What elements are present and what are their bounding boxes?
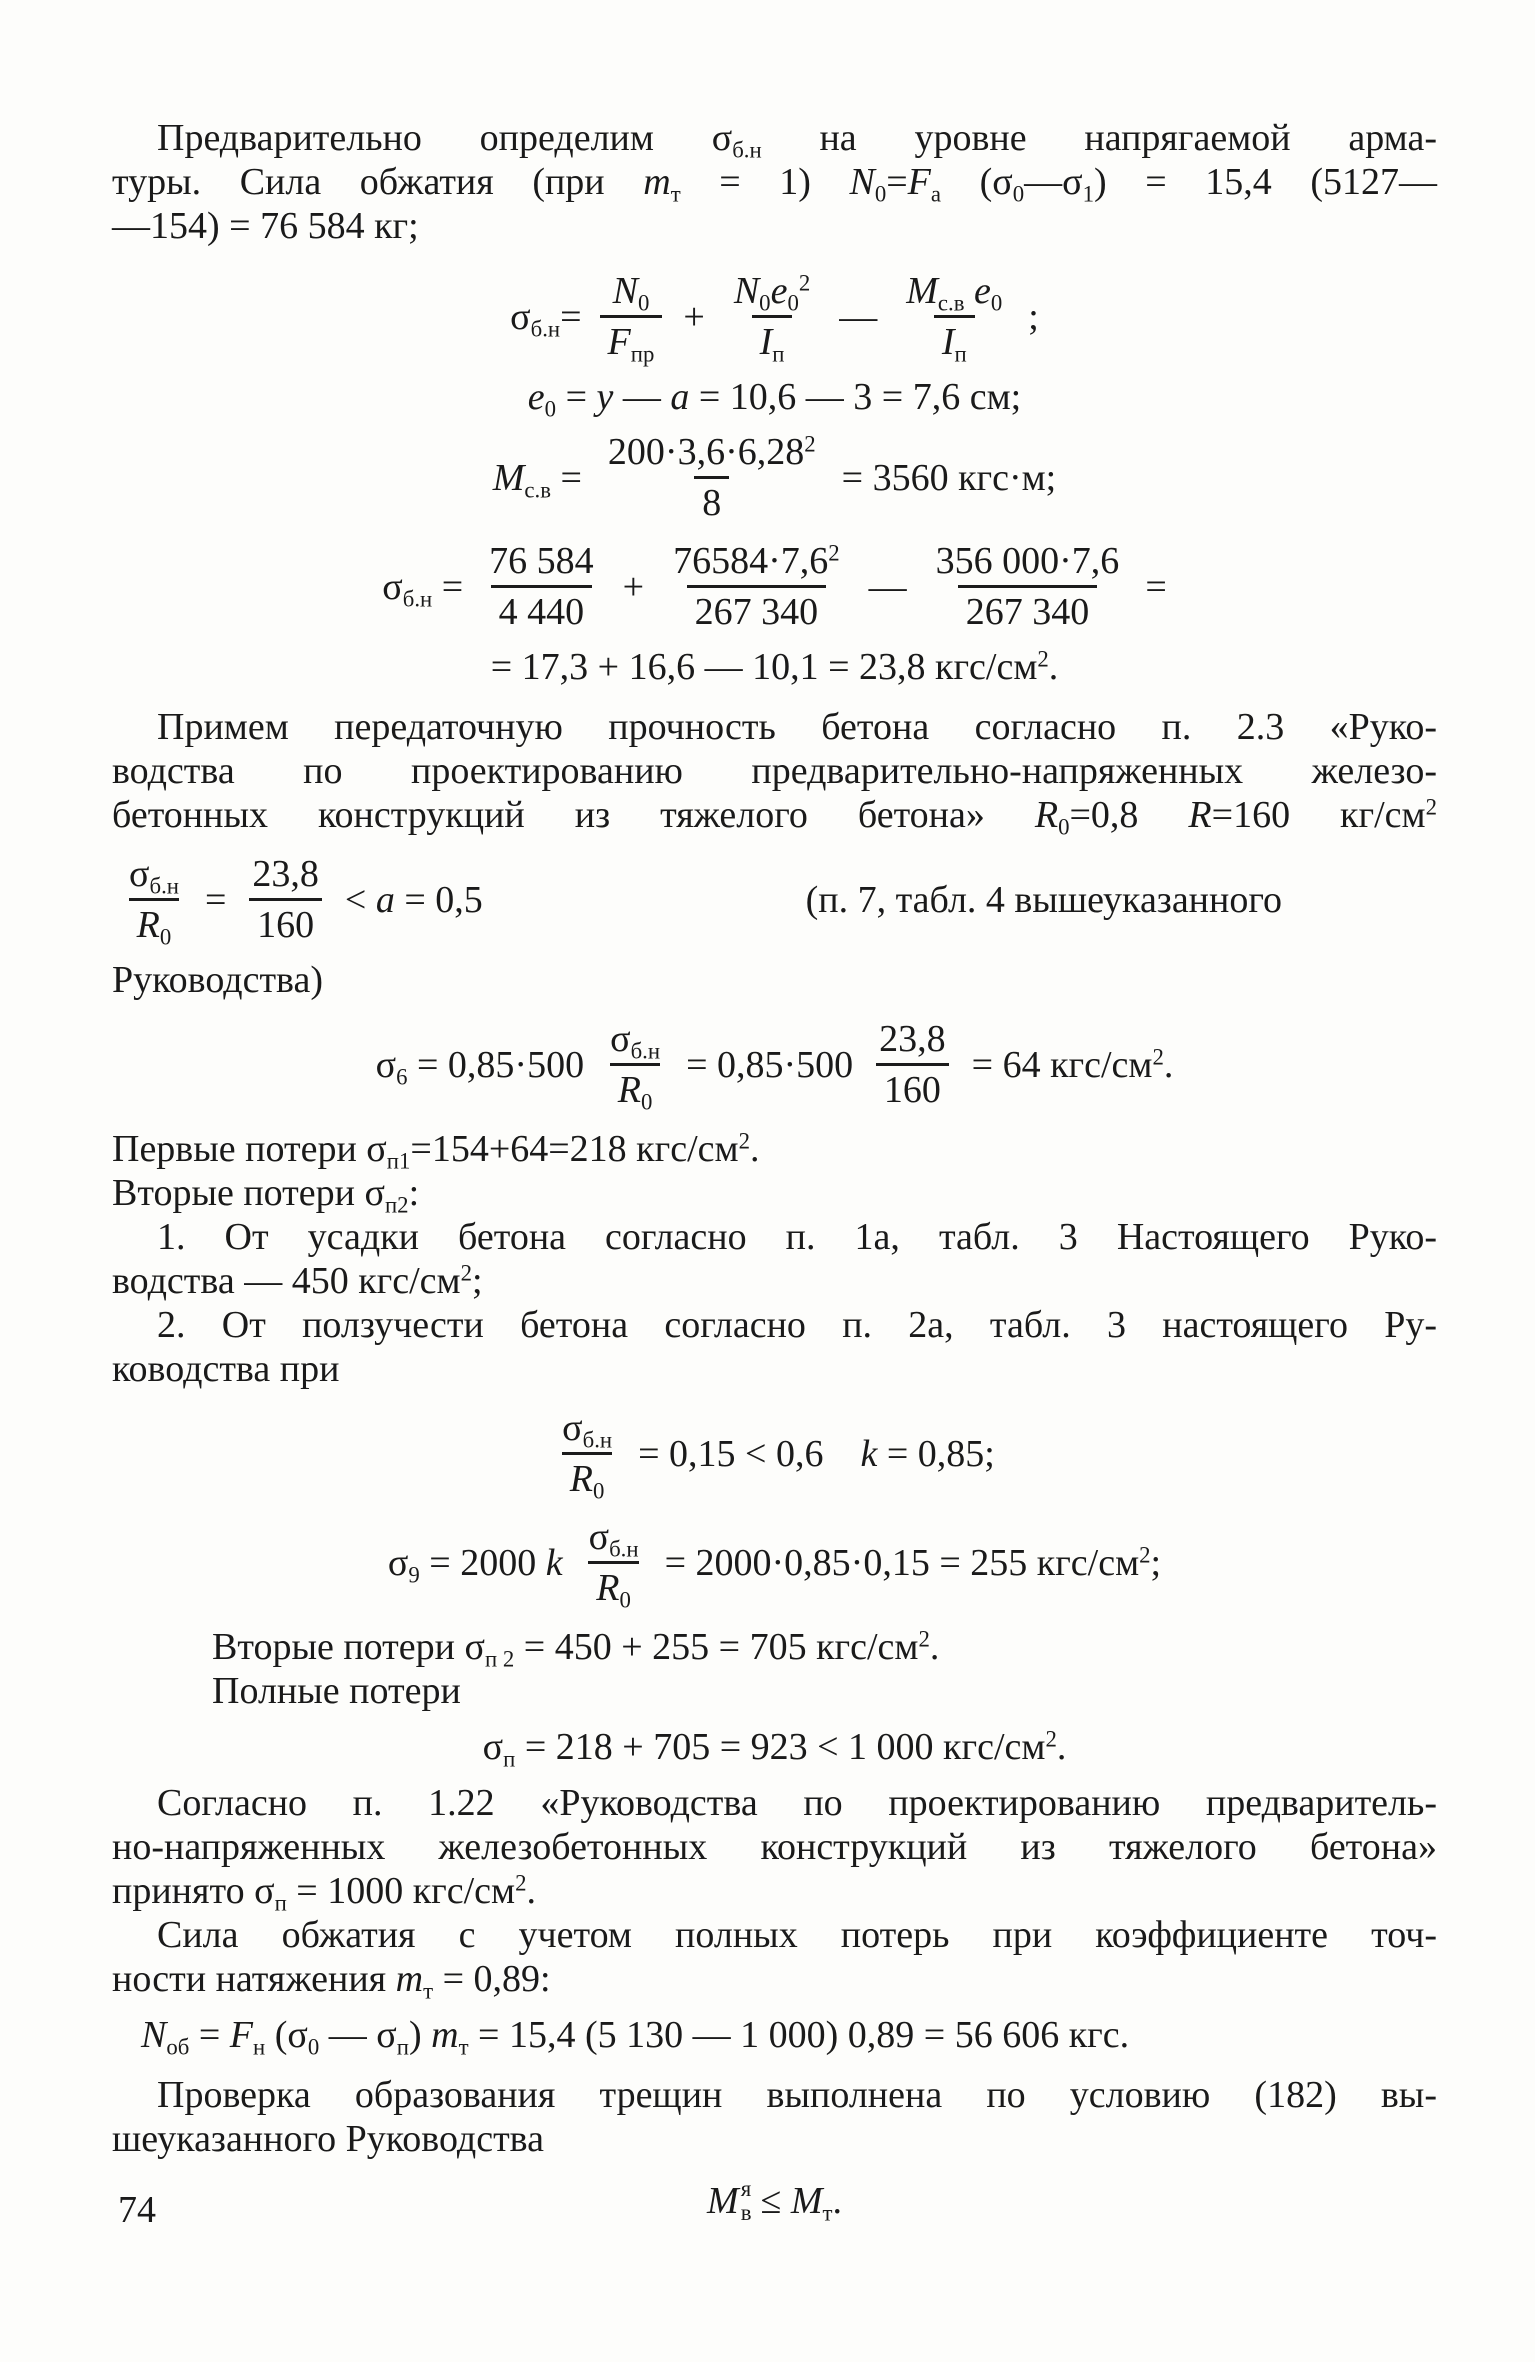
- text-line: туры. Сила обжатия (при $m_т = 1$) $N_0=F_а$ $(\sigma_0—\sigma_1) = 15,4$ (5127—: [112, 161, 1437, 207]
- denominator: $R_0$: [588, 1561, 639, 1609]
- eq-term: $e_0 = y$ — a = 10,6 — 3 = 7,6 см;: [527, 376, 1022, 422]
- numerator: 356 000·7,6: [935, 540, 1120, 582]
- eq-lhs: $\sigma_6 = 0,85\cdot 500$: [375, 1043, 585, 1089]
- eq-rhs: = 64 кгс/$см^2$.: [971, 1043, 1174, 1086]
- formula-e0: [112, 375, 1437, 422]
- eq-lhs: $\sigma_{б.н}$ =: [382, 565, 464, 611]
- numerator: $\sigma_{б.н}$: [129, 853, 179, 899]
- plus-operator: +: [622, 565, 645, 608]
- numerator: $\sigma_{б.н}$: [610, 1018, 661, 1064]
- numerator: 23,8: [879, 1018, 946, 1060]
- text-line: Первые потери $\sigma_{п1}=154+64=218$ кгс/$см^2$.: [112, 1128, 760, 1174]
- eq-rhs: = 2000·0,85·0,15 = 255 кгс/$см^2$;: [664, 1541, 1162, 1584]
- eq-term: = 17,3 + 16,6 — 10,1 = 23,8 кгс/$см^2$.: [490, 646, 1059, 688]
- formula-ratio-check: [112, 853, 1437, 950]
- formula-n-ob: [112, 2013, 1437, 2060]
- fraction: [928, 540, 1128, 633]
- denominator: $I_п$: [752, 315, 793, 363]
- denominator: $F_{пр}$: [600, 315, 663, 363]
- eq-rhs: < a = 0,5: [344, 878, 483, 921]
- text-line: 1. От усадки бетона согласно п. 1а, табл. 3 Настоящего Руко-: [157, 1216, 1437, 1258]
- denominator: $I_п$: [934, 315, 975, 363]
- numerator: 76 584: [489, 540, 594, 582]
- eq-rhs2: k = 0,85;: [860, 1432, 995, 1475]
- text-line: 2. От ползучести бетона согласно п. 2а, табл. 3 настоящего Ру-: [157, 1304, 1437, 1346]
- text-line: водства по проектированию предварительно-напряженных железо-: [112, 750, 1437, 792]
- fraction: [602, 1018, 668, 1115]
- eq-lhs: $\sigma_{б.н}=$: [510, 295, 582, 341]
- paragraph-intro: [112, 116, 1437, 248]
- subscript: в: [740, 2199, 752, 2225]
- denominator: 8: [694, 476, 729, 524]
- paragraph-losses: [112, 1127, 1437, 1391]
- text-line: Руководства): [112, 959, 324, 1001]
- paragraph-transfer-strength: [112, 705, 1437, 840]
- eq-rhs: = 3560 кгс·м;: [841, 456, 1057, 499]
- paragraph-compression-force: [112, 1913, 1437, 2004]
- text-line: Согласно п. 1.22 «Руководства по проектированию предваритель-: [157, 1782, 1437, 1824]
- text-line: водства — 450 кгс/$см^2$;: [112, 1260, 483, 1302]
- paragraph-note-continuation: [112, 958, 1437, 1002]
- denominator: 4 440: [491, 585, 593, 633]
- denominator: 267 340: [687, 585, 827, 633]
- denominator: $R_0$: [129, 898, 180, 946]
- text-line: —154) = 76 584 кг;: [112, 205, 419, 247]
- text-line: ности натяжения $m_т = 0,89$:: [112, 1958, 551, 2004]
- fraction: [600, 431, 824, 524]
- equals-sign: =: [204, 878, 227, 921]
- numerator: $200\cdot 3,6\cdot 6,28^2$: [607, 431, 816, 473]
- minus-operator: —: [868, 565, 907, 608]
- text-line: Вторые потери $\sigma_{п 2} = 450 + 255 = 705$ кгс/$см^2$.: [212, 1626, 940, 1672]
- denominator: 160: [249, 898, 322, 946]
- eq-term: $N_{об} = F_н$ ($\sigma_0$ — $\sigma_п$) $m_т = 15,4$ (5 130 — 1 000) 0,89 = 56 606 кгс.: [141, 2014, 1130, 2060]
- text-line: Сила обжатия с учетом полных потерь при коэффициенте точ-: [157, 1914, 1437, 1956]
- formula-sigma-9: [112, 1516, 1437, 1613]
- eq-mid: = 0,85·500: [686, 1043, 854, 1086]
- text-line: Вторые потери $\sigma_{п2}$:: [112, 1172, 420, 1218]
- eq-end: ;: [1028, 295, 1039, 338]
- equals-sign: =: [1145, 565, 1167, 608]
- numerator: $\sigma_{б.н}$: [588, 1516, 639, 1562]
- fraction: [481, 540, 602, 633]
- text-line: бетонных конструкций из тяжелого бетона» $R_0=0,8$ R=160 $кг/см^2$: [112, 794, 1437, 840]
- formula-sigma-6: [112, 1018, 1437, 1115]
- fraction: [898, 270, 1010, 367]
- formula-ratio-015: [112, 1407, 1437, 1504]
- numerator: $76584\cdot 7,6^2$: [673, 540, 840, 582]
- text-line: ководства при: [112, 1348, 340, 1390]
- paragraph-crack-check: [112, 2073, 1437, 2161]
- fraction: [726, 270, 818, 367]
- eq-term: $\sigma_п = 218 + 705 = 923 < 1$ 000 кгс/$см^2$.: [482, 1726, 1067, 1772]
- plus-operator: +: [683, 295, 705, 338]
- eq-lhs: $\sigma_9 = 2000$ k: [387, 1541, 563, 1587]
- formula-crack-condition: [112, 2177, 1437, 2225]
- fraction: [871, 1018, 954, 1111]
- text-line: но-напряженных железобетонных конструкций из тяжелого бетона»: [112, 1826, 1437, 1868]
- eq-lhs: $M_{с.в}$ =: [492, 456, 582, 502]
- fraction: [554, 1407, 620, 1504]
- eq-lhs: M: [707, 2179, 739, 2222]
- numerator: $N_0e_0^2$: [733, 270, 811, 316]
- formula-sigma-bn-numeric: [112, 540, 1437, 633]
- formula-sigma-bn-result: [112, 645, 1437, 689]
- text-line: Предварительно определим $\sigma_{б.н}$ на уровне напрягаемой арма-: [157, 117, 1437, 163]
- numerator: $\sigma_{б.н}$: [562, 1407, 613, 1453]
- denominator: $R_0$: [610, 1063, 661, 1111]
- denominator: 160: [876, 1063, 949, 1111]
- formula-sigma-p-total: [112, 1725, 1437, 1772]
- paragraph-total-losses: [112, 1625, 1437, 1713]
- sub-sup-stack: [741, 2177, 752, 2225]
- fraction: [244, 853, 327, 946]
- denominator: $R_0$: [562, 1452, 613, 1500]
- numerator: 23,8: [252, 853, 319, 895]
- denominator: 267 340: [958, 585, 1098, 633]
- numerator: $M_{с.в}$ $e_0$: [906, 270, 1003, 316]
- text-line: шеуказанного Руководства: [112, 2118, 544, 2160]
- reference-note: (п. 7, табл. 4 вышеуказанного: [805, 878, 1282, 921]
- fraction: [600, 270, 663, 367]
- minus-operator: —: [839, 295, 878, 338]
- eq-rhs: = 0,15 < 0,6: [638, 1432, 824, 1475]
- text-line: Проверка образования трещин выполнена по условию (182) вы-: [157, 2074, 1437, 2116]
- fraction: [581, 1516, 647, 1613]
- page-number: 74: [118, 2189, 156, 2231]
- eq-rhs: ≤ $M_т$.: [760, 2179, 842, 2226]
- text-line: Примем передаточную прочность бетона согласно п. 2.3 «Руко-: [157, 706, 1437, 748]
- fraction: [121, 853, 187, 950]
- paragraph-clause-122: [112, 1781, 1437, 1916]
- text-line: Полные потери: [212, 1670, 461, 1712]
- fraction: [665, 540, 848, 633]
- numerator: $N_0$: [612, 270, 650, 316]
- superscript: я: [740, 2176, 752, 2201]
- text-line: принято $\sigma_п = 1000$ кгс/$см^2$.: [112, 1870, 537, 1916]
- formula-sigma-bn-definition: [112, 270, 1437, 367]
- formula-msv: [112, 431, 1437, 524]
